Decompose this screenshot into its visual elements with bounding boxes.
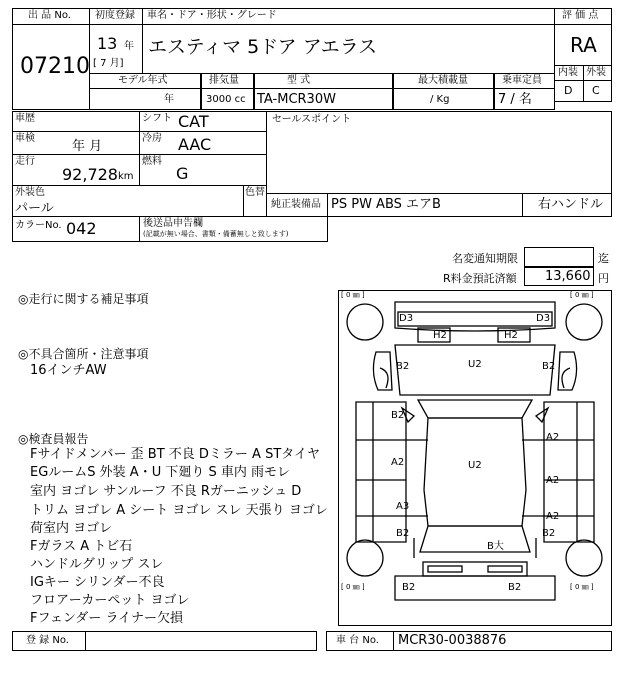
lot-no: 07210: [20, 54, 90, 79]
recycle-value: 13,660: [545, 269, 591, 284]
postfile-note: (記載が無い場合、書類・備蓄無しと致します): [143, 230, 289, 238]
postfile-label: 後送品申告欄: [143, 218, 203, 229]
mileage-label: 走行: [15, 156, 35, 167]
equipment-label: 純正装備品: [271, 199, 321, 210]
damage-mark: H2: [504, 330, 518, 341]
damage-mark: A2: [546, 432, 560, 443]
capacity-value: 7 / 名: [498, 92, 532, 107]
exterior-label: 外装: [586, 67, 606, 78]
damage-mark: B2: [391, 410, 405, 421]
ac-label: 冷房: [142, 133, 162, 144]
recycle-unit: 円: [598, 272, 609, 285]
fuel-value: G: [176, 164, 189, 183]
inspection-value: 年 月: [72, 139, 103, 154]
tire-depth-front-left: [ 0 ㎜ ]: [341, 291, 365, 299]
inspector-line: Fガラス A トビ石: [30, 539, 133, 554]
steering-value: 右ハンドル: [538, 197, 604, 212]
inspector-line: ハンドルグリップ スレ: [30, 557, 164, 572]
inspector-line: IGキー シリンダー不良: [30, 575, 165, 590]
model-code: TA-MCR30W: [257, 92, 336, 107]
mileage-unit: km: [118, 171, 134, 182]
car-diagram-outline: [338, 290, 612, 626]
col-div-2: [253, 73, 255, 110]
chassis-label: 車 台 No.: [336, 635, 379, 646]
model-year-label: モデル年式: [118, 75, 168, 86]
lot-no-label: 出 品 No.: [28, 10, 71, 21]
col-div-1: [200, 73, 202, 110]
damage-mark: B2: [508, 582, 522, 593]
reg-no-label: 登 録 No.: [26, 635, 69, 646]
damage-mark: A2: [391, 457, 405, 468]
damage-mark: H2: [433, 330, 447, 341]
fuel-label: 燃料: [142, 156, 162, 167]
damage-mark: B2: [396, 528, 410, 539]
inspector-line: Fサイドメンバー 歪 BT 不良 Dミラー A STタイヤ: [30, 447, 321, 462]
col-div-4: [493, 73, 495, 110]
damage-mark: U2: [468, 460, 482, 471]
selling-points-label: セールスポイント: [272, 114, 352, 125]
interior-grade: D: [564, 84, 573, 97]
displacement-label: 排気量: [209, 75, 239, 86]
chassis-no: MCR30-0038876: [398, 633, 507, 648]
inspector-line: 荷室内 ヨゴレ: [30, 521, 113, 536]
model-label: 型 式: [287, 75, 311, 86]
tire-depth-rear-right: [ 0 ㎜ ]: [570, 583, 594, 591]
damage-mark: B2: [396, 361, 410, 372]
color-no-value: 042: [66, 219, 97, 238]
defect-line: 16インチAW: [30, 363, 107, 378]
grade-label: 評 価 点: [562, 10, 599, 21]
col-div-3: [392, 73, 394, 110]
damage-mark: A2: [546, 511, 560, 522]
tire-depth-rear-left: [ 0 ㎜ ]: [341, 583, 365, 591]
damage-mark: B大: [487, 541, 504, 552]
damage-mark: A3: [396, 501, 410, 512]
damage-mark: D3: [536, 313, 551, 324]
history-label: 車歴: [15, 113, 35, 124]
displacement-value: 3000 cc: [206, 94, 246, 105]
inspector-line: Fフェンダー ライナー欠損: [30, 611, 184, 626]
vehicle-name-label: 車名・ドア・形状・グレード: [147, 10, 277, 21]
reg-no-cell: [85, 631, 317, 651]
damage-mark: U2: [468, 359, 482, 370]
grade-value: RA: [570, 33, 597, 57]
vehicle-name: エスティマ 5ドア アエラス: [148, 36, 378, 58]
name-change-unit: 迄: [598, 252, 609, 265]
damage-mark: B2: [402, 582, 416, 593]
damage-mark: B2: [542, 361, 556, 372]
exterior-color-label: 外装色: [15, 187, 45, 198]
exterior-color-value: パール: [15, 201, 54, 216]
exterior-grade: C: [592, 84, 600, 97]
equipment-value: PS PW ABS エアB: [331, 197, 441, 212]
mileage-value: 92,728: [62, 165, 118, 184]
max-load-value: / Kg: [430, 94, 450, 105]
driving-remarks-title: ◎走行に関する補足事項: [18, 292, 149, 306]
color-no-label: カラーNo.: [15, 220, 62, 231]
damage-mark: A2: [546, 475, 560, 486]
first-reg-year: 13: [97, 34, 118, 53]
inspection-label: 車検: [15, 133, 35, 144]
inspector-line: フロアーカーペット ヨゴレ: [30, 593, 190, 608]
damage-mark: D3: [399, 313, 414, 324]
recycle-label: R料金預託済額: [443, 272, 517, 285]
shift-value: CAT: [178, 112, 209, 131]
year-unit: 年: [124, 41, 134, 52]
model-year-unit: 年: [164, 94, 174, 105]
inspector-line: EGルームS 外装 A・U 下廻り S 車内 雨モレ: [30, 465, 290, 480]
inspector-line: 室内 ヨゴレ サンルーフ 不良 Rガーニッシュ D: [30, 484, 302, 499]
inspector-line: トリム ヨゴレ A シート ヨゴレ スレ 天張り ヨゴレ: [30, 503, 328, 518]
defects-title: ◎不具合箇所・注意事項: [18, 347, 149, 361]
tire-depth-front-right: [ 0 ㎜ ]: [570, 291, 594, 299]
damage-mark: B2: [542, 528, 556, 539]
capacity-label: 乗車定員: [502, 75, 542, 86]
max-load-label: 最大積載量: [418, 75, 468, 86]
first-reg-label: 初度登録: [95, 10, 135, 21]
inspector-title: ◎検査員報告: [18, 432, 89, 446]
interior-label: 内装: [558, 67, 578, 78]
ac-value: AAC: [178, 135, 212, 154]
name-change-label: 名変通知期限: [452, 252, 518, 265]
shift-label: シフト: [142, 113, 172, 124]
color-change-label: 色替: [245, 187, 265, 198]
first-reg-month: [ 7 月]: [93, 58, 124, 69]
name-change-box: [524, 247, 594, 267]
